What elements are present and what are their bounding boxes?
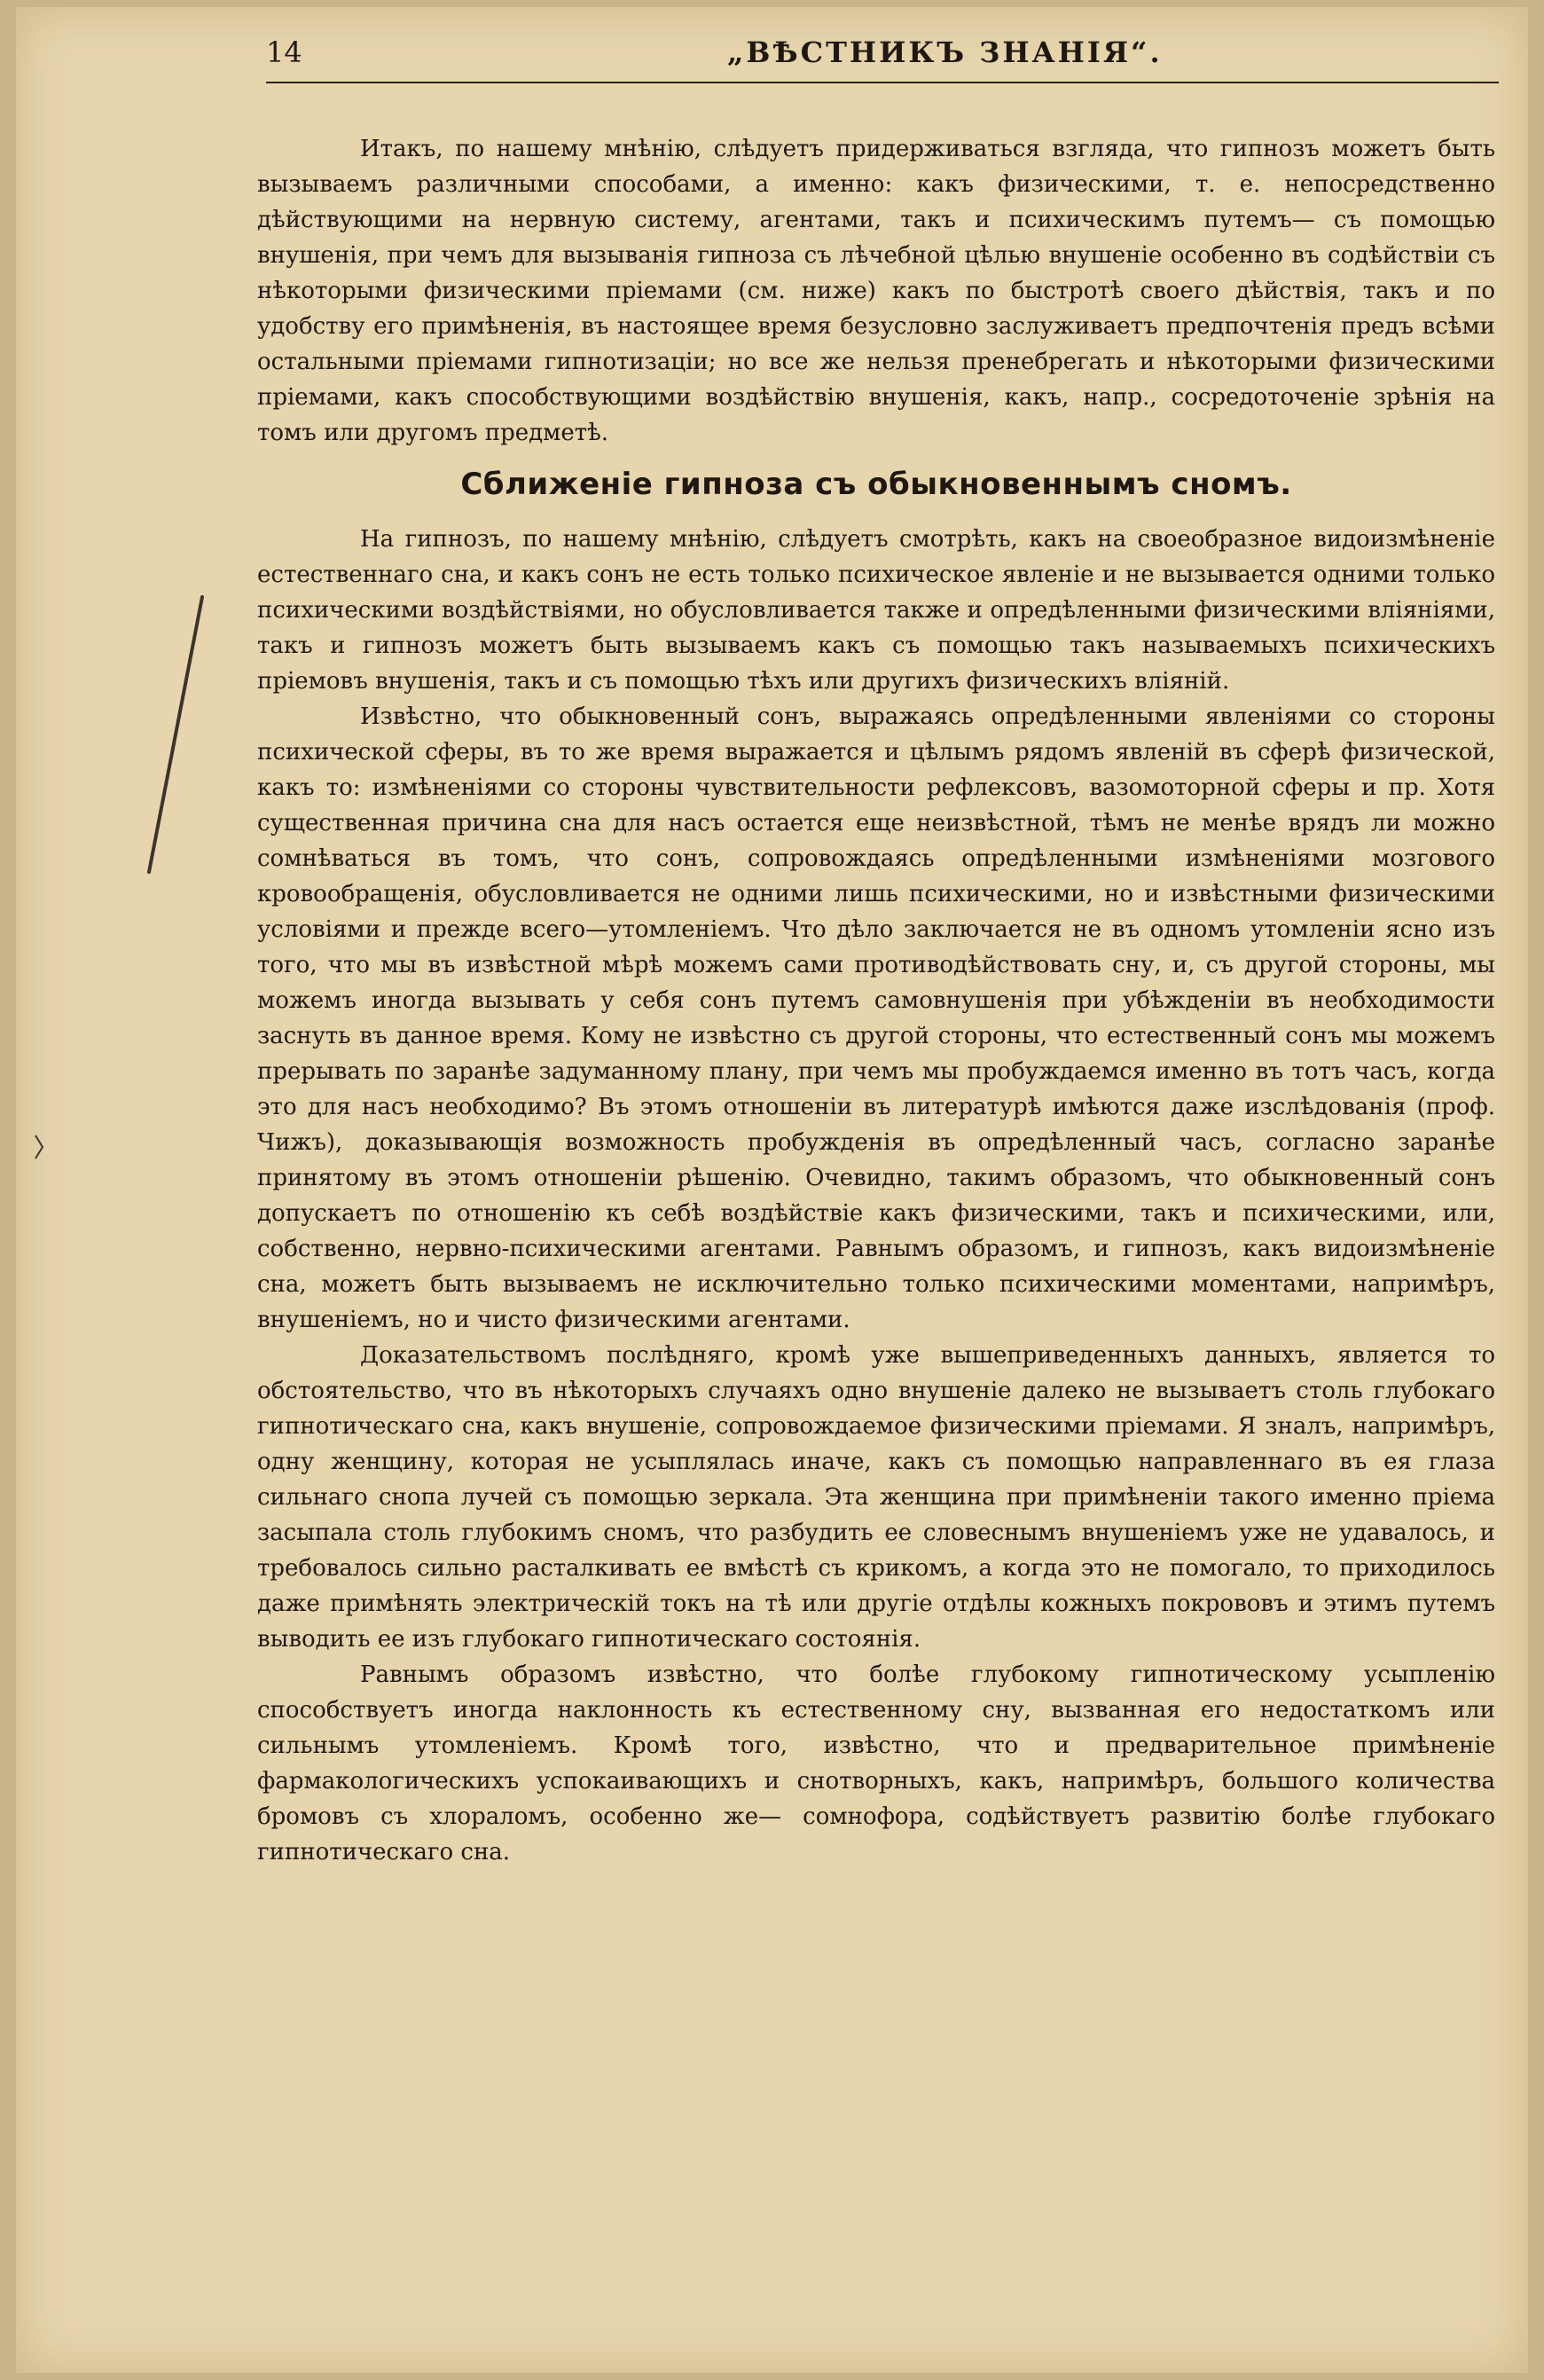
intro-paragraph: Итакъ, по нашему мнѣнію, слѣдуетъ придерживаться взгляда, что гипнозъ можетъ быть вызываемъ различными способами, а именно: какъ физическими, т. е. непосредственно дѣйствующими на нервную систему, агентами, такъ и психическимъ путемъ— съ помощью внушенія, при чемъ для вызыванія гипноза съ лѣчебной цѣлью внушеніе особенно въ содѣйствіи съ нѣкоторыми физическими пріемами (см. ниже) какъ по быстротѣ своего дѣйствія, такъ и по удобству его примѣненія, въ настоящее время безусловно заслуживаетъ предпочтенія предъ всѣми остальными пріемами гипнотизаціи; но все же нельзя пренебрегать и нѣкоторыми физическими пріемами, какъ способствующими воздѣйствію внушенія, какъ, напр., сосредоточеніе зрѣнія на томъ или другомъ предметѣ.: [257, 136, 1495, 446]
margin-tick-icon: [34, 1134, 44, 1160]
paragraph-1: На гипнозъ, по нашему мнѣнію, слѣдуетъ смотрѣть, какъ на своеобразное видоизмѣненіе естественнаго сна, и какъ сонъ не есть только психическое явленіе и не вызывается одними только психическими воздѣйствіями, но обусловливается также и опредѣленными физическими вліяніями, такъ и гипнозъ можетъ быть вызываемъ какъ съ помощью такъ называемыхъ психическихъ пріемовъ внушенія, такъ и съ помощью тѣхъ или другихъ физическихъ вліяній.: [257, 526, 1495, 695]
article-body: [257, 131, 1495, 1870]
scanned-page: [16, 7, 1528, 2373]
paragraph-4: Равнымъ образомъ извѣстно, что болѣе глубокому гипнотическому усыпленію способствуетъ иногда наклонность къ естественному сну, вызванная его недостаткомъ или сильнымъ утомленіемъ. Кромѣ того, извѣстно, что и предварительное примѣненіе фармакологическихъ успокаивающихъ и снотворныхъ, какъ, напримѣръ, большого количества бромовъ съ хлораломъ, особенно же— сомнофора, содѣйствуетъ развитію болѣе глубокаго гипнотическаго сна.: [257, 1661, 1495, 1866]
page-header: [266, 34, 1499, 83]
pencil-margin-mark-icon: [140, 593, 211, 876]
running-title: „ВѢСТНИКЪ ЗНАНІЯ“.: [727, 35, 1163, 69]
paragraph-3: Доказательствомъ послѣдняго, кромѣ уже вышеприведенныхъ данныхъ, является то обстоятельство, что въ нѣкоторыхъ случаяхъ одно внушеніе далеко не вызываетъ столь глубокаго гипнотическаго сна, какъ внушеніе, сопровождаемое физическими пріемами. Я зналъ, напримѣръ, одну женщину, которая не усыплялась иначе, какъ съ помощью направленнаго въ ея глаза сильнаго снопа лучей съ помощью зеркала. Эта женщина при примѣненіи такого именно пріема засыпала столь глубокимъ сномъ, что разбудить ее словеснымъ внушеніемъ уже не удавалось, и требовалось сильно расталкивать ее вмѣстѣ съ крикомъ, а когда это не помогало, то приходилось даже примѣнять электрическій токъ на тѣ или другіе отдѣлы кожныхъ покрововъ и этимъ путемъ выводить ее изъ глубокаго гипнотическаго состоянія.: [257, 1342, 1495, 1653]
section-heading: Сближеніе гипноза съ обыкновеннымъ сномъ.: [460, 467, 1292, 502]
paragraph-2: Извѣстно, что обыкновенный сонъ, выражаясь опредѣленными явленіями со стороны психической сферы, въ то же время выражается и цѣлымъ рядомъ явленій въ сферѣ физической, какъ то: измѣненіями со стороны чувствительности рефлексовъ, вазомоторной сферы и пр. Хотя существенная причина сна для насъ остается еще неизвѣстной, тѣмъ не менѣе врядъ ли можно сомнѣваться въ томъ, что сонъ, сопровождаясь опредѣленными измѣненіями мозгового кровообращенія, обусловливается не одними лишь психическими, но и извѣстными физическими условіями и прежде всего—утомленіемъ. Что дѣло заключается не въ одномъ утомленіи ясно изъ того, что мы въ извѣстной мѣрѣ можемъ сами противодѣйствовать сну, и, съ другой стороны, мы можемъ иногда вызывать у себя сонъ путемъ самовнушенія при убѣжденіи въ необходимости заснуть въ данное время. Кому не извѣстно съ другой стороны, что естественный сонъ мы можемъ прерывать по заранѣе задуманному плану, при чемъ мы пробуждаемся именно въ тотъ часъ, когда это для насъ необходимо? Въ этомъ отношеніи въ литературѣ имѣются даже изслѣдованія (проф. Чижъ), доказывающія возможность пробужденія въ опредѣленный часъ, согласно заранѣе принятому въ этомъ отношеніи рѣшенію. Очевидно, такимъ образомъ, что обыкновенный сонъ допускаетъ по отношенію къ себѣ воздѣйствіе какъ физическими, такъ и психическими, или, собственно, нервно-психическими агентами. Равнымъ образомъ, и гипнозъ, какъ видоизмѣненіе сна, можетъ быть вызываемъ не исключительно только психическими моментами, напримѣръ, внушеніемъ, но и чисто физическими агентами.: [257, 703, 1495, 1333]
page-number: 14: [266, 35, 302, 69]
